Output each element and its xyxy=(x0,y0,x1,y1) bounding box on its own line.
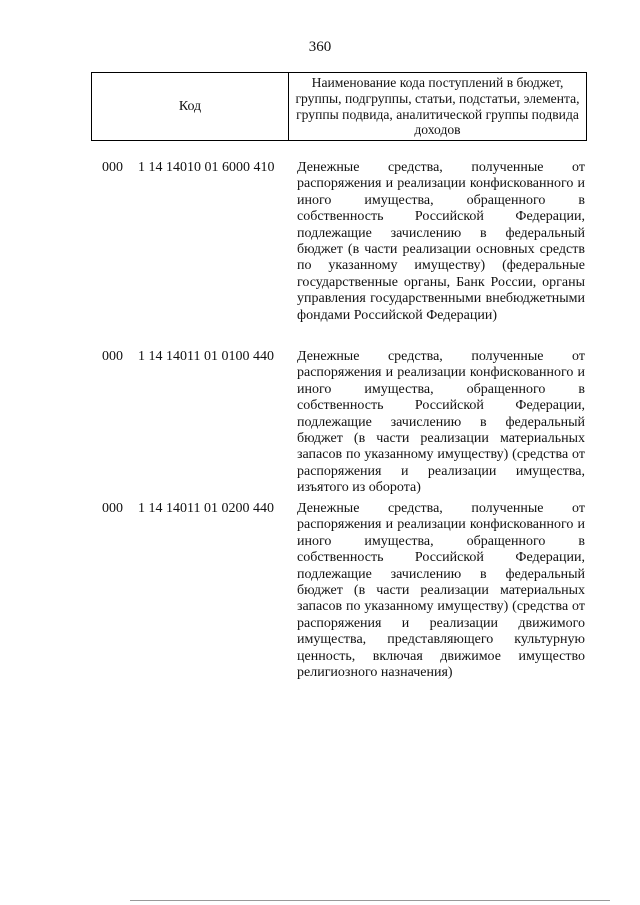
admin-code: 000 xyxy=(102,501,123,516)
revenue-code: 1 14 14011 01 0200 440 xyxy=(138,501,274,516)
admin-code: 000 xyxy=(102,349,123,364)
page-number: 360 xyxy=(308,39,332,55)
revenue-description: Денежные средства, полученные от распоряжения и реализации конфискованного и иного имущества, обращенного в собственность Российской Федерации, подлежащие зачислению в федеральный бюджет (в части реализации материальных запасов по указанному имуществу) (средства от распоряжения и реализации движимого имущества, представляющего культурную ценность, включая движимое имущество религиозного назначения) xyxy=(297,501,585,681)
header-name-column: Наименование кода поступлений в бюджет, группы, подгруппы, статьи, подстатьи, элемента, группы подвида, аналитической группы подвида доходов xyxy=(295,75,580,138)
header-code-column: Код xyxy=(92,73,289,140)
table-header xyxy=(91,72,587,141)
revenue-code: 1 14 14010 01 6000 410 xyxy=(138,160,275,175)
scan-edge-line xyxy=(130,900,610,901)
revenue-code: 1 14 14011 01 0100 440 xyxy=(138,349,274,364)
admin-code: 000 xyxy=(102,160,123,175)
revenue-description: Денежные средства, полученные от распоряжения и реализации конфискованного и иного имущества, обращенного в собственность Российской Федерации, подлежащие зачислению в федеральный бюджет (в части реализации материальных запасов по указанному имуществу) (средства от распоряжения и реализации имущества, изъятого из оборота) xyxy=(297,349,585,496)
revenue-description: Денежные средства, полученные от распоряжения и реализации конфискованного и иного имущества, обращенного в собственность Российской Федерации, подлежащие зачислению в федеральный бюджет (в части реализации основных средств по указанному имуществу) (федеральные государственные органы, Банк России, органы управления государственными внебюджетными фондами Российской Федерации) xyxy=(297,160,585,323)
